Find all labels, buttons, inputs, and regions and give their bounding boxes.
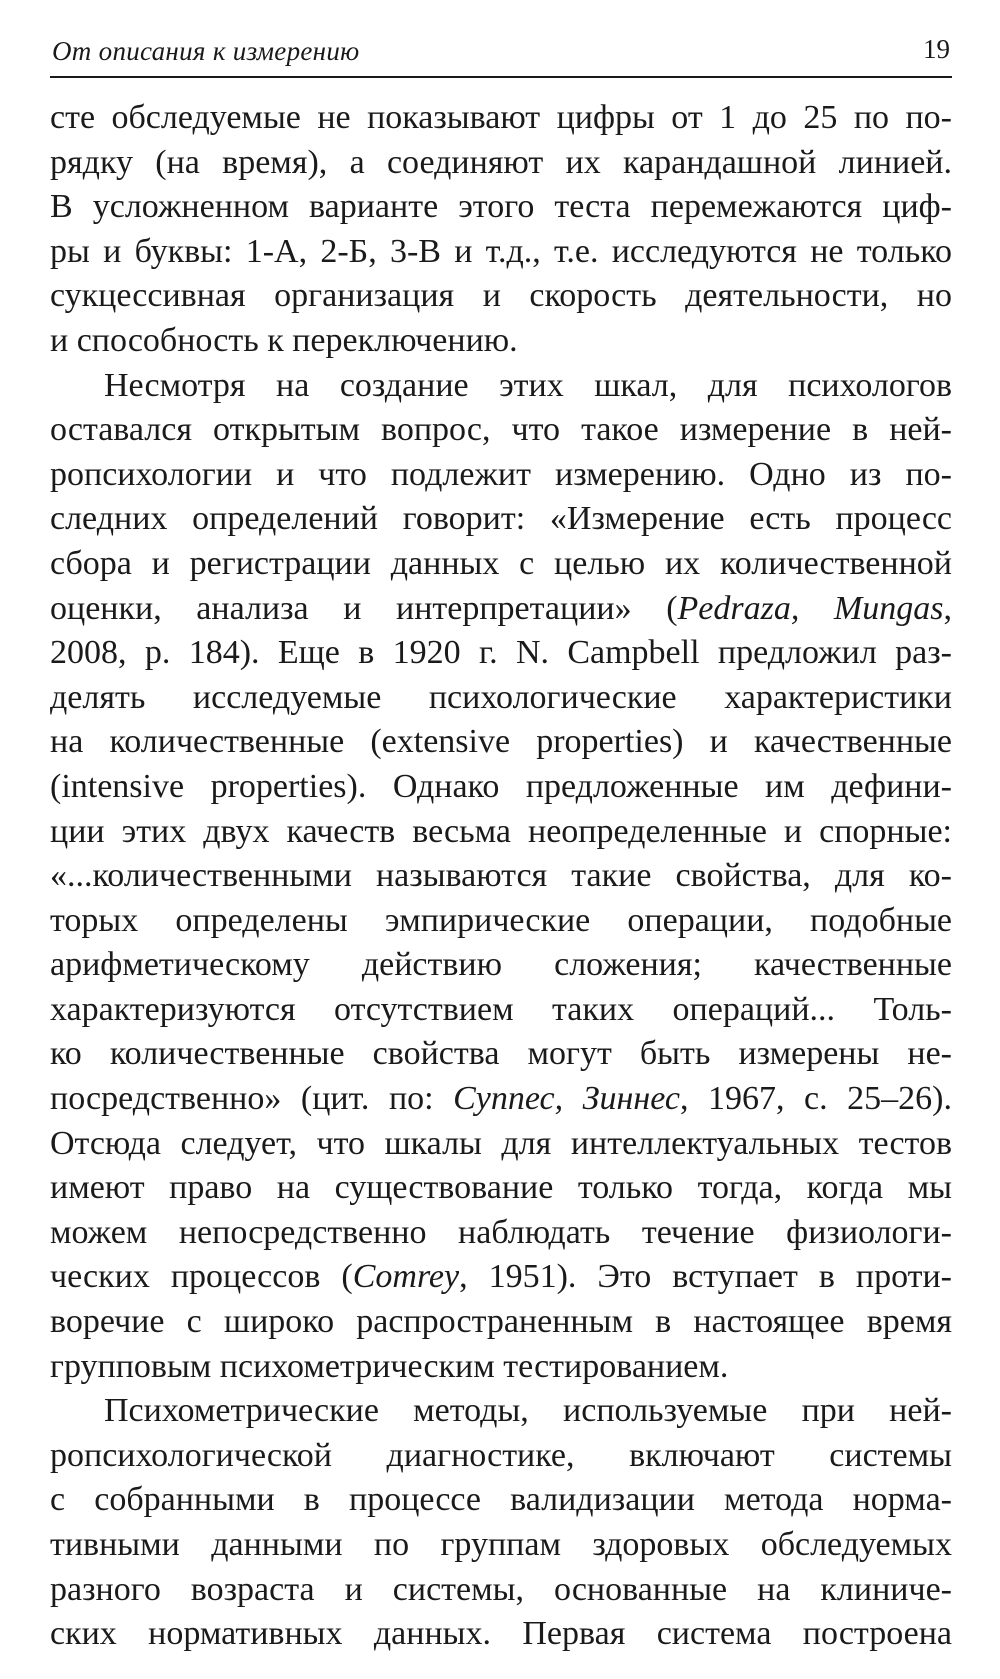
text-line: рядку (на время), а соединяют их карандашной линией. — [50, 143, 952, 181]
text-line: Отсюда следует, что шкалы для интеллектуальных тестов — [50, 1124, 952, 1162]
text-line: характеризуются отсутствием таких операций... Толь- — [50, 990, 952, 1028]
text-line: Психометрические методы, используемые при ней- — [104, 1392, 952, 1430]
text-line: торых определены эмпирические операции, подобные — [50, 901, 952, 939]
text-line: делять исследуемые психологические характеристики — [50, 678, 952, 716]
text-line: ских нормативных данных. Первая система построена — [50, 1615, 952, 1653]
citation-authors: Суппес, Зиннес — [453, 1080, 680, 1118]
text-segment: , 1951). Это вступает в проти- — [459, 1258, 952, 1296]
text-line: следних определений говорит: «Измерение есть процесс — [50, 500, 952, 538]
text-segment: оценки, анализа и интерпретации» ( — [50, 589, 678, 627]
text-line: тивными данными по группам здоровых обследуемых — [50, 1526, 952, 1563]
text-line: групповым психометрическим тестированием. — [50, 1347, 729, 1385]
text-line: имеют право на существование только тогда, когда мы — [50, 1169, 952, 1207]
text-line: разного возраста и системы, основанные на клиниче- — [50, 1570, 952, 1608]
text-line: ко количественные свойства могут быть измерены не- — [50, 1035, 952, 1073]
body-text — [50, 96, 952, 1657]
text-line: 2008, p. 184). Еще в 1920 г. N. Campbell предложил раз- — [50, 634, 952, 672]
text-segment: ческих процессов ( — [50, 1258, 353, 1296]
text-line: ропсихологии и что подлежит измерению. Одно из по- — [50, 455, 952, 493]
text-line: сбора и регистрации данных с целью их количественной — [50, 544, 952, 582]
text-line: ропсихологической диагностике, включают системы — [50, 1436, 952, 1474]
text-line: арифметическому действию сложения; качественные — [50, 946, 952, 984]
text-line: В усложненном варианте этого теста перемежаются циф- — [50, 188, 952, 226]
text-line: сте обследуемые не показывают цифры от 1 до 25 по по- — [50, 99, 952, 136]
text-line: ры и буквы: 1-А, 2-Б, 3-В и т.д., т.е. исследуются не только — [50, 232, 952, 270]
text-line: на количественные (extensive properties) и качественные — [50, 723, 952, 761]
page-number: 19 — [923, 34, 950, 64]
running-header — [50, 30, 952, 78]
text-line: оставался открытым вопрос, что такое измерение в ней- — [50, 411, 952, 449]
text-segment: , 1967, с. 25–26). — [679, 1080, 952, 1118]
text-line: с собранными в процессе валидизации метода норма- — [50, 1481, 952, 1519]
text-line: Несмотря на создание этих шкал, для психологов — [104, 366, 952, 404]
text-line: ции этих двух качеств весьма неопределенные и спорные: — [50, 812, 952, 850]
text-line: (intensive properties). Однако предложенные им дефини- — [50, 767, 952, 805]
text-line: «...количественными называются такие свойства, для ко- — [50, 857, 952, 895]
text-line: воречие с широко распространенным в настоящее время — [50, 1303, 952, 1341]
text-line — [50, 1077, 952, 1122]
citation-authors: Comrey — [352, 1258, 460, 1296]
running-title: От описания к измерению — [52, 36, 360, 66]
text-line: можем непосредственно наблюдать течение физиологи- — [50, 1213, 952, 1251]
text-segment: посредственно» (цит. по: — [50, 1080, 454, 1118]
text-segment: , — [943, 589, 952, 627]
text-line — [50, 1255, 952, 1300]
text-line: и способность к переключению. — [50, 321, 518, 359]
citation-authors: Pedraza, Mungas — [677, 589, 944, 627]
text-line — [50, 587, 952, 632]
text-line: сукцессивная организация и скорость деятельности, но — [50, 277, 952, 315]
